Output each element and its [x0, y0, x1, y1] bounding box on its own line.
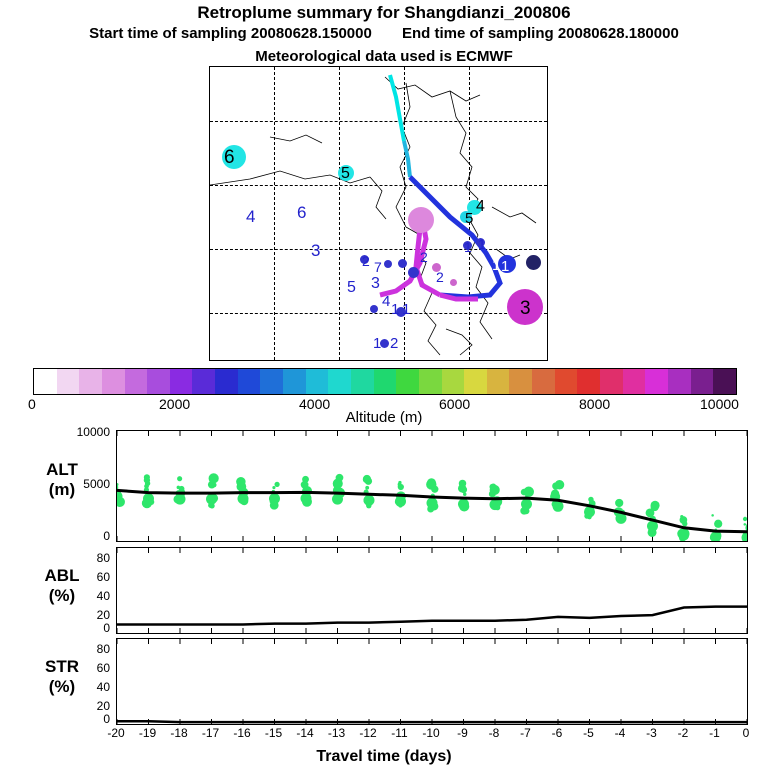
colorbar-swatch [555, 369, 578, 394]
map-day-label: 1 [464, 239, 472, 255]
x-tick-label: -8 [488, 726, 500, 740]
alt-ytick: 10000 [76, 425, 110, 439]
map-day-label: 6 [224, 147, 235, 168]
str-ytick: 80 [96, 642, 110, 656]
map-day-label: 1 [373, 335, 382, 352]
alt-ytick: 5000 [83, 477, 110, 491]
colorbar-swatch [125, 369, 148, 394]
met-data-label: Meteorological data used is ECMWF [255, 48, 513, 65]
plume-bubble [384, 260, 392, 268]
colorbar-swatch [645, 369, 668, 394]
abl-panel-unit: (%) [48, 586, 76, 605]
x-tick-label: -20 [107, 726, 125, 740]
plume-bubble [370, 305, 378, 313]
colorbar-tick: 0 [28, 396, 36, 412]
map-day-label: 5 [347, 279, 356, 296]
x-tick-label: -6 [551, 726, 563, 740]
alt-panel-label: ALT [46, 460, 78, 479]
colorbar-tick: 6000 [439, 396, 471, 412]
colorbar-swatch [260, 369, 283, 394]
map-day-label: 2 [390, 335, 399, 352]
abl-ytick: 20 [96, 608, 110, 622]
x-tick-label: -7 [520, 726, 531, 740]
x-tick-label: -2 [677, 726, 689, 740]
page-title: Retroplume summary for Shangdianzi_200806 [197, 3, 571, 22]
map-day-label: 6 [297, 203, 307, 222]
str-ytick: 60 [96, 661, 110, 675]
str-ytick: 0 [103, 712, 110, 726]
end-time-label: End time of sampling 20080628.180000 [402, 25, 679, 42]
map-day-label: 5 [341, 165, 350, 182]
colorbar-swatch [102, 369, 125, 394]
x-tick-label: -17 [201, 726, 220, 740]
colorbar-swatch [215, 369, 238, 394]
x-tick-label: -11 [391, 726, 408, 740]
x-tick-label: -10 [422, 726, 440, 740]
x-tick-label: -12 [359, 726, 377, 740]
x-tick-label: -15 [264, 726, 283, 740]
colorbar-swatch [509, 369, 532, 394]
map-day-label: 2 [420, 249, 428, 265]
map-day-label: 3 [371, 275, 380, 292]
map-day-label: 1 [492, 257, 501, 274]
colorbar-swatch [328, 369, 351, 394]
x-tick-label: -16 [233, 726, 251, 740]
plume-bubble [380, 339, 389, 348]
colorbar-tick: 4000 [299, 396, 331, 412]
abl-ytick: 40 [96, 589, 110, 603]
colorbar-swatch [623, 369, 646, 394]
x-tick-label: -19 [138, 726, 157, 740]
map-day-label: 3 [311, 241, 321, 260]
abl-panel-label: ABL [44, 566, 80, 585]
x-tick-label: -13 [327, 726, 346, 740]
colorbar-swatch [79, 369, 102, 394]
colorbar-swatch [600, 369, 623, 394]
map-day-label: 4 [382, 293, 391, 310]
x-tick-label: 0 [742, 726, 750, 740]
x-tick-label: -3 [646, 726, 657, 740]
altitude-colorbar [33, 368, 737, 395]
colorbar-swatch [374, 369, 397, 394]
map-day-label: 2 [436, 269, 444, 285]
x-axis-title: Travel time (days) [316, 748, 452, 765]
colorbar-swatch [532, 369, 555, 394]
colorbar-swatch [170, 369, 193, 394]
colorbar-swatch [713, 369, 736, 394]
map-day-label: 1 [402, 301, 411, 318]
map-day-label: 7 [374, 259, 382, 275]
plume-track [210, 67, 547, 360]
colorbar-swatch [487, 369, 510, 394]
retroplume-map [209, 66, 548, 361]
map-day-label: 2 [362, 253, 370, 269]
colorbar-swatch [306, 369, 329, 394]
map-day-label: 1 [501, 258, 510, 275]
alt-panel [116, 430, 748, 542]
map-day-label: 1 [478, 236, 486, 252]
abl-ytick: 60 [96, 570, 110, 584]
x-tick-label: -18 [170, 726, 188, 740]
start-time-label: Start time of sampling 20080628.150000 [89, 25, 372, 42]
colorbar-swatch [668, 369, 691, 394]
plume-bubble [408, 207, 434, 233]
str-panel [116, 638, 748, 725]
x-tick-label: -5 [583, 726, 594, 740]
str-panel-unit: (%) [48, 677, 76, 696]
x-tick-label: -4 [614, 726, 626, 740]
plume-bubble [408, 267, 419, 278]
colorbar-swatch [57, 369, 80, 394]
colorbar-swatch [192, 369, 215, 394]
colorbar-tick: 2000 [159, 396, 191, 412]
alt-panel-unit: (m) [48, 480, 76, 499]
colorbar-swatch [691, 369, 714, 394]
map-day-label: 1 [391, 301, 400, 318]
x-tick-label: -9 [457, 726, 468, 740]
plume-bubble [526, 255, 541, 270]
map-day-label: 3 [520, 298, 531, 319]
colorbar-swatch [147, 369, 170, 394]
colorbar-title: Altitude (m) [345, 409, 423, 426]
map-day-label: 4 [246, 207, 256, 226]
str-ytick: 40 [96, 680, 110, 694]
colorbar-swatch [351, 369, 374, 394]
colorbar-swatch [442, 369, 465, 394]
x-axis-ticks [0, 726, 768, 746]
plume-bubble [398, 259, 407, 268]
map-day-label: 5 [465, 210, 474, 227]
abl-ytick: 80 [96, 551, 110, 565]
abl-panel [116, 547, 748, 634]
colorbar-tick: 8000 [579, 396, 611, 412]
map-day-label: 4 [476, 198, 485, 215]
str-ytick: 20 [96, 699, 110, 713]
colorbar-swatch [577, 369, 600, 394]
colorbar-swatch [238, 369, 261, 394]
x-tick-label: -1 [709, 726, 720, 740]
colorbar-swatch [419, 369, 442, 394]
colorbar-swatch [34, 369, 57, 394]
abl-ytick: 0 [103, 621, 110, 635]
colorbar-swatch [464, 369, 487, 394]
colorbar-swatch [396, 369, 419, 394]
x-tick-label: -14 [296, 726, 314, 740]
alt-ytick: 0 [103, 529, 110, 543]
plume-bubble [450, 279, 457, 286]
colorbar-tick: 10000 [700, 396, 739, 412]
str-panel-label: STR [45, 657, 79, 676]
colorbar-swatch [283, 369, 306, 394]
